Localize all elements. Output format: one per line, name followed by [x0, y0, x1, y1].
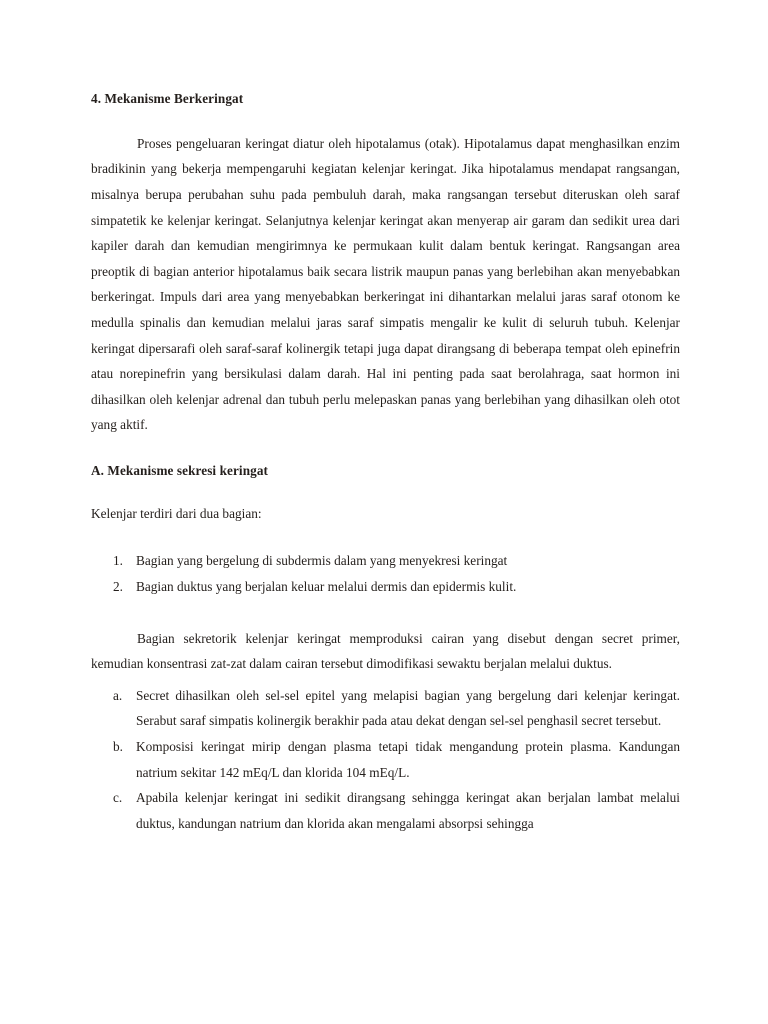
- lettered-list: [91, 683, 680, 837]
- page-title: 4. Mekanisme Berkeringat: [91, 91, 244, 106]
- intro-paragraph: Proses pengeluaran keringat diatur oleh hipotalamus (otak). Hipotalamus dapat menghasilkan enzim bradikinin yang bekerja mempengaruhi kegiatan kelenjar keringat. Jika hipotalamus mendapat rangsangan, misalnya berupa perubahan suhu pada pembuluh darah, maka rangsangan tersebut diteruskan oleh saraf simpatetik ke kelenjar keringat. Selanjutnya kelenjar keringat akan menyerap air garam dan sedikit urea dari kapiler darah dan kemudian mengirimnya ke permukaan kulit dalam bentuk keringat. Rangsangan area preoptik di bagian anterior hipotalamus baik secara listrik maupun panas yang berlebihan akan menyebabkan berkeringat. Impuls dari area yang menyebabkan berkeringat ini dihantarkan melalui jaras saraf otonom ke medulla spinalis dan kemudian melalui jaras saraf simpatis mengalir ke kulit di seluruh tubuh. Kelenjar keringat dipersarafi oleh saraf-saraf kolinergik tetapi juga dapat dirangsang di beberapa tempat oleh epinefrin atau norepinefrin yang bersikulasi dalam darah. Hal ini penting pada saat berolahraga, saat hormon ini dihasilkan oleh kelenjar adrenal dan tubuh perlu melepaskan panas yang berlebihan yang dihasilkan oleh otot yang aktif.: [91, 135, 680, 433]
- lead-in-text: Kelenjar terdiri dari dua bagian:: [91, 505, 262, 521]
- list-marker: b.: [113, 738, 123, 754]
- list-item-text: Apabila kelenjar keringat ini sedikit dirangsang sehingga keringat akan berjalan lambat melalui duktus, kandungan natrium dan klorida akan mengalami absorpsi sehingga: [136, 790, 680, 831]
- secretory-paragraph: Bagian sekretorik kelenjar keringat memproduksi cairan yang disebut dengan secret primer, kemudian konsentrasi zat-zat dalam cairan tersebut dimodifikasi sewaktu berjalan melalui duktus.: [91, 630, 680, 672]
- numbered-list: [91, 548, 680, 599]
- list-item-text: Bagian yang bergelung di subdermis dalam yang menyekresi keringat: [136, 553, 508, 569]
- list-marker: a.: [113, 687, 123, 703]
- list-item: [91, 574, 680, 600]
- list-item: [91, 548, 680, 574]
- list-item-text: Secret dihasilkan oleh sel-sel epitel yang melapisi bagian yang bergelung dari kelenjar keringat. Serabut saraf simpatis kolinergik berakhir pada atau dekat dengan sel-sel penghasil secret tersebut.: [136, 687, 680, 729]
- list-item: [91, 785, 680, 836]
- list-item-text: Bagian duktus yang berjalan keluar melalui dermis dan epidermis kulit.: [136, 578, 517, 594]
- document-body: [91, 90, 680, 836]
- list-item: [91, 734, 680, 785]
- list-item: [91, 683, 680, 734]
- list-marker: 2.: [113, 578, 123, 594]
- list-item-text: Komposisi keringat mirip dengan plasma tetapi tidak mengandung protein plasma. Kandungan natrium sekitar 142 mEq/L dan klorida 104 mEq/L.: [136, 738, 680, 780]
- subsection-heading: A. Mekanisme sekresi keringat: [91, 462, 269, 478]
- list-marker: 1.: [113, 553, 123, 569]
- list-marker: c.: [113, 790, 123, 806]
